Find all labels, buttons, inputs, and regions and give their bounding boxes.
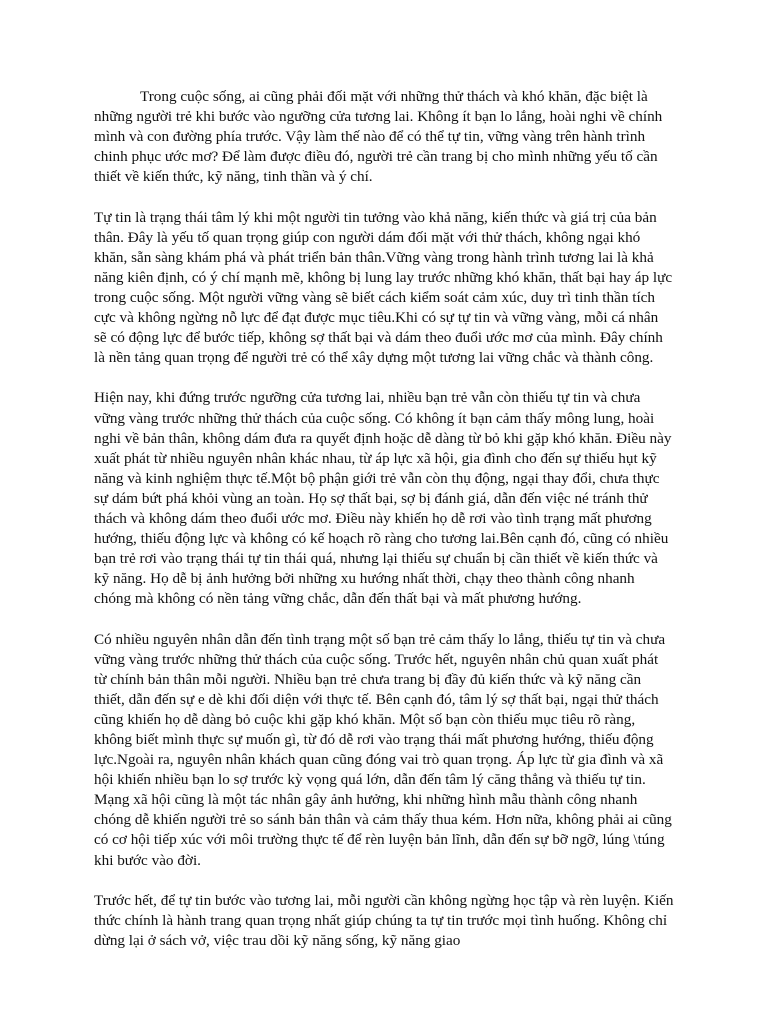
paragraph-causes: Có nhiều nguyên nhân dẫn đến tình trạng một số bạn trẻ cảm thấy lo lắng, thiếu tự tin và chưa vững vàng trước những thử thách của cuộc sống. Trước hết, nguyên nhân chủ quan xuất phát từ chính bản thân mỗi người. Nhiều bạn trẻ chưa trang bị đầy đủ kiến thức và kỹ năng cần thiết, dẫn đến sự e dè khi đối diện với thực tế. Bên cạnh đó, tâm lý sợ thất bại, ngại thử thách cũng khiến họ dễ dàng bỏ cuộc khi gặp khó khăn. Một số bạn còn thiếu mục tiêu rõ ràng, không biết mình thực sự muốn gì, từ đó dễ rơi vào trạng thái mất phương hướng, thiếu động lực.Ngoài ra, nguyên nhân khách quan cũng đóng vai trò quan trọng. Áp lực từ gia đình và xã hội khiến nhiều bạn lo sợ trước kỳ vọng quá lớn, dẫn đến tâm lý căng thẳng và thiếu tự tin. Mạng xã hội cũng là một tác nhân gây ảnh hưởng, khi những hình mẫu thành công nhanh chóng dễ khiến người trẻ so sánh bản thân và cảm thấy thua kém. Hơn nữa, không phải ai cũng có cơ hội tiếp xúc với môi trường thực tế để rèn luyện bản lĩnh, dẫn đến sự bỡ ngỡ, lúng \túng khi bước vào đời.: [94, 630, 672, 869]
paragraph-intro: Trong cuộc sống, ai cũng phải đối mặt với những thử thách và khó khăn, đặc biệt là những người trẻ khi bước vào ngưỡng cửa tương lai. Không ít bạn lo lắng, hoài nghi về chính mình và con đường phía trước. Vậy làm thế nào để có thể tự tin, vững vàng trên hành trình chinh phục ước mơ? Để làm được điều đó, người trẻ cần trang bị cho mình những yếu tố cần thiết về kiến thức, kỹ năng, tinh thần và ý chí.: [94, 88, 663, 186]
paragraph-current-situation: Hiện nay, khi đứng trước ngưỡng cửa tương lai, nhiều bạn trẻ vẫn còn thiếu tự tin và chưa vững vàng trước những thử thách của cuộc sống. Có không ít bạn cảm thấy mông lung, hoài nghi về bản thân, không dám đưa ra quyết định hoặc dễ dàng từ bỏ khi gặp khó khăn. Điều này xuất phát từ nhiều nguyên nhân khác nhau, từ áp lực xã hội, gia đình cho đến sự thiếu hụt kỹ năng và kinh nghiệm thực tế.Một bộ phận giới trẻ vẫn còn thụ động, ngại thay đổi, chưa thực sự dám bứt phá khỏi vùng an toàn. Họ sợ thất bại, sợ bị đánh giá, dẫn đến việc né tránh thử thách và không dám theo đuổi ước mơ. Điều này khiến họ dễ rơi vào tình trạng mất phương hướng, thiếu động lực và không có kế hoạch rõ ràng cho tương lai.Bên cạnh đó, cũng có nhiều bạn trẻ rơi vào trạng thái tự tin thái quá, nhưng lại thiếu sự chuẩn bị cần thiết về kiến thức và kỹ năng. Họ dễ bị ảnh hưởng bởi những xu hướng nhất thời, chạy theo thành công nhanh chóng mà không có nền tảng vững chắc, dẫn đến thất bại và mất phương hướng.: [94, 389, 672, 608]
paragraph-solutions: Trước hết, để tự tin bước vào tương lai, mỗi người cần không ngừng học tập và rèn luyện. Kiến thức chính là hành trang quan trọng nhất giúp chúng ta tự tin trước mọi tình huống. Không chỉ dừng lại ở sách vở, việc trau dồi kỹ năng sống, kỹ năng giao: [94, 891, 674, 949]
paragraph-definition: Tự tin là trạng thái tâm lý khi một người tin tưởng vào khả năng, kiến thức và giá trị của bản thân. Đây là yếu tố quan trọng giúp con người dám đối mặt với thử thách, không ngại khó khăn, sẵn sàng khám phá và phát triển bản thân.Vững vàng trong hành trình tương lai là khả năng kiên định, có ý chí mạnh mẽ, không bị lung lay trước những khó khăn, thất bại hay áp lực trong cuộc sống. Một người vững vàng sẽ biết cách kiểm soát cảm xúc, duy trì tinh thần tích cực và không ngừng nỗ lực để đạt được mục tiêu.Khi có sự tự tin và vững vàng, mỗi cá nhân sẽ có động lực để bước tiếp, không sợ thất bại và dám theo đuổi ước mơ của mình. Đây chính là nền tảng quan trọng để người trẻ có thể xây dựng một tương lai vững chắc và thành công.: [94, 208, 673, 367]
